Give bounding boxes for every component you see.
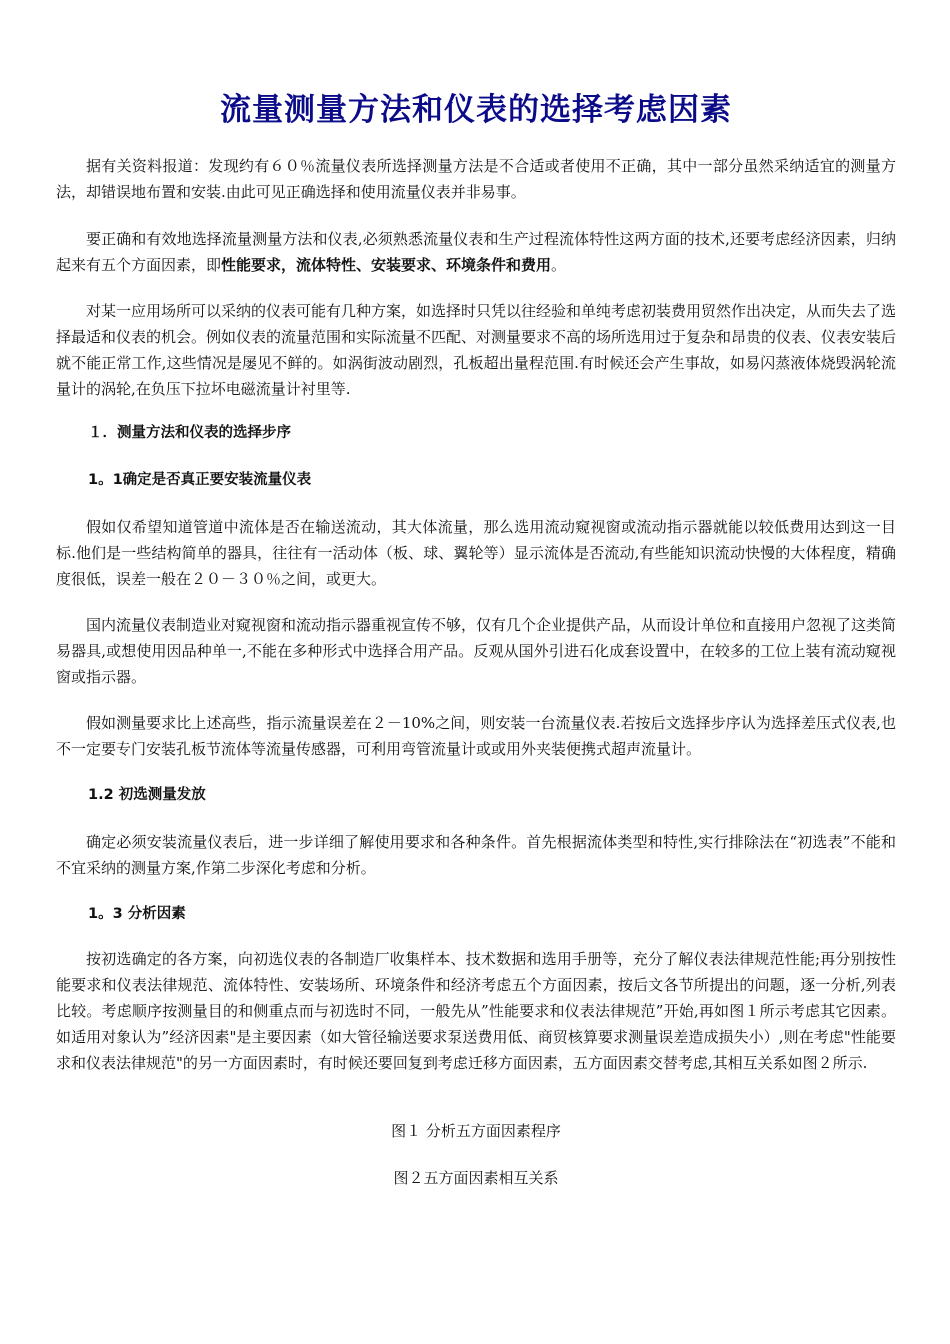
- paragraph-preselect: 确定必须安装流量仪表后，进一步详细了解使用要求和各种条件。首先根据流体类型和特性,实行排除法在“初选表”不能和不宜采纳的测量方案,作第二步深化考虑和分析。: [56, 833, 896, 877]
- paragraph-factors-text: 要正确和有效地选择流量测量方法和仪表,必须熟悉流量仪表和生产过程流体特性这两方面的技术,还要考虑经济因素，归纳起来有五个方面因素，即: [56, 230, 896, 274]
- paragraph-factors-end: 。: [551, 256, 567, 274]
- paragraph-domestic: 国内流量仪表制造业对窥视窗和流动指示器重视宣传不够，仅有几个企业提供产品，从而设计单位和直接用户忽视了这类简易器具,或想使用因品种单一,不能在多种形式中选择合用产品。反观从国外引进石化成套设置中，在较多的工位上装有流动窥视窗或指示器。: [56, 616, 897, 686]
- paragraph-schemes: 对某一应用场所可以采纳的仪表可能有几种方案，如选择时只凭以往经验和单纯考虑初装费用贸然作出决定，从而失去了选择最适和仪表的机会。例如仪表的流量范围和实际流量不匹配、对测量要求不高的场所选用过于复杂和昂贵的仪表、仪表安装后就不能正常工作,这些情况是屡见不鲜的。如涡街波动剧烈，孔板超出量程范围.有时候还会产生事故，如易闪蒸液体烧毁涡轮流量计的涡轮,在负压下拉坏电磁流量计衬里等.: [56, 302, 897, 398]
- section-heading-1-1: 1。1确定是否真正要安装流量仪表: [88, 472, 312, 488]
- five-factors-emphasis: 性能要求，流体特性、安装要求、环境条件和费用: [221, 256, 552, 274]
- paragraph-factors: [56, 226, 896, 278]
- section-heading-1-3: 1。3 分析因素: [88, 906, 186, 922]
- figure-1-caption: 图１ 分析五方面因素程序: [391, 1122, 561, 1140]
- section-heading-1-2: 1.2 初选测量发放: [88, 787, 206, 803]
- figure-2-caption: 图２五方面因素相互关系: [393, 1169, 559, 1187]
- paragraph-flow-indicator: 假如仅希望知道管道中流体是否在输送流动，其大体流量，那么选用流动窥视窗或流动指示器就能以较低费用达到这一目标.他们是一些结构简单的器具，往往有一活动体（板、球、翼轮等）显示流体是否流动,有些能知识流动快慢的大体程度，精确度很低，误差一般在２０－３０％之间，或更大。: [56, 518, 896, 588]
- paragraph-intro: 据有关资料报道：发现约有６０％流量仪表所选择测量方法是不合适或者使用不正确，其中一部分虽然采纳适宜的测量方法，却错误地布置和安装.由此可见正确选择和使用流量仪表并非易事。: [56, 157, 896, 201]
- paragraph-requirements: 假如测量要求比上述高些，指示流量误差在２－10%之间，则安装一台流量仪表.若按后文选择步序认为选择差压式仪表,也不一定要专门安装孔板节流体等流量传感器，可利用弯管流量计或或用外夹装便携式超声流量计。: [56, 714, 896, 758]
- document-title: 流量测量方法和仪表的选择考虑因素: [220, 92, 732, 128]
- section-heading-1: １．测量方法和仪表的选择步序: [88, 425, 291, 441]
- paragraph-analysis: 按初选确定的各方案，向初选仪表的各制造厂收集样本、技术数据和选用手册等，充分了解仪表法律规范性能;再分别按性能要求和仪表法律规范、流体特性、安装场所、环境条件和经济考虑五个方面因素，按后文各节所提出的问题，逐一分析,列表比较。考虑顺序按测量目的和侧重点而与初选时不同，一般先从”性能要求和仪表法律规范”开始,再如图１所示考虑其它因素。如适用对象认为”经济因素"是主要因素（如大管径输送要求泵送费用低、商贸核算要求测量误差造成损失小）,则在考虑"性能要求和仪表法律规范"的另一方面因素时，有时候还要回复到考虑迁移方面因素，五方面因素交替考虑,其相互关系如图２所示.: [56, 950, 896, 1072]
